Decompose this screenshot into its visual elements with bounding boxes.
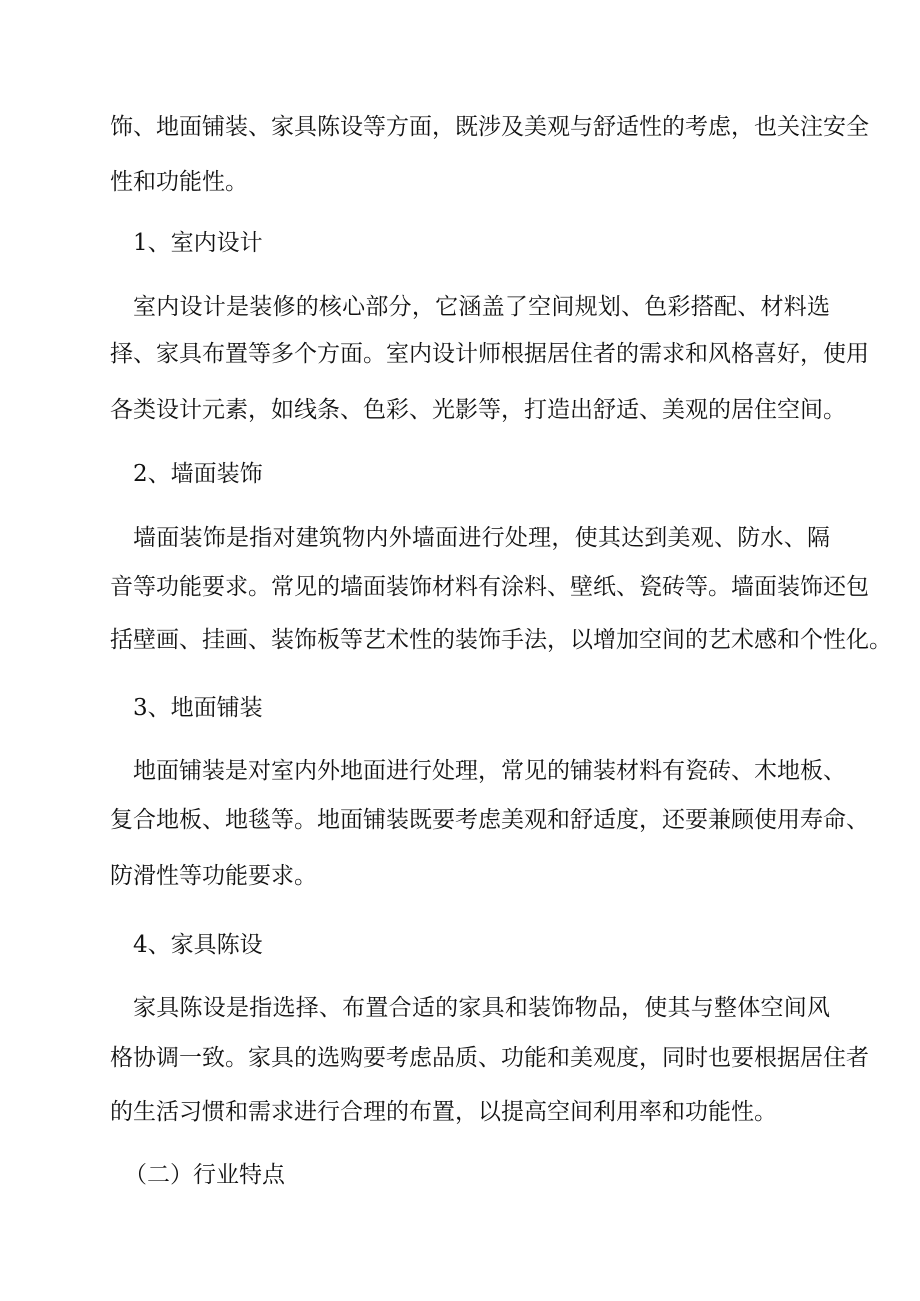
heading-text: 2、墙面装饰 <box>133 461 263 487</box>
paragraph-line: 的生活习惯和需求进行合理的布置，以提高空间利用率和功能性。 <box>110 1099 777 1125</box>
paragraph-line: 地面铺装是对室内外地面进行处理，常见的铺装材料有瓷砖、木地板、 <box>133 758 846 784</box>
paragraph-line: 复合地板、地毯等。地面铺装既要考虑美观和舒适度，还要兼顾使用寿命、 <box>110 807 869 833</box>
paragraph-line: 择、家具布置等多个方面。室内设计师根据居住者的需求和风格喜好，使用 <box>110 341 869 367</box>
paragraph-line: 室内设计是装修的核心部分，它涵盖了空间规划、色彩搭配、材料选 <box>133 294 830 320</box>
paragraph-line: 防滑性等功能要求。 <box>110 863 317 889</box>
paragraph-line: 饰、地面铺装、家具陈设等方面，既涉及美观与舒适性的考虑，也关注安全 <box>110 114 869 140</box>
heading-text: （二）行业特点 <box>124 1162 285 1188</box>
paragraph-line: 各类设计元素，如线条、色彩、光影等，打造出舒适、美观的居住空间。 <box>110 397 846 423</box>
paragraph-line: 括壁画、挂画、装饰板等艺术性的装饰手法，以增加空间的艺术感和个性化。 <box>110 627 892 653</box>
paragraph-line: 性和功能性。 <box>110 169 248 195</box>
paragraph-line: 格协调一致。家具的选购要考虑品质、功能和美观度，同时也要根据居住者 <box>110 1045 869 1071</box>
heading-text: 3、地面铺装 <box>133 695 263 721</box>
paragraph-line: 家具陈设是指选择、布置合适的家具和装饰物品，使其与整体空间风 <box>133 995 830 1021</box>
heading-text: 4、家具陈设 <box>133 932 263 958</box>
paragraph-line: 音等功能要求。常见的墙面装饰材料有涂料、壁纸、瓷砖等。墙面装饰还包 <box>110 574 869 600</box>
paragraph-line: 墙面装饰是指对建筑物内外墙面进行处理，使其达到美观、防水、隔 <box>133 525 830 551</box>
heading-text: 1、室内设计 <box>133 230 263 256</box>
